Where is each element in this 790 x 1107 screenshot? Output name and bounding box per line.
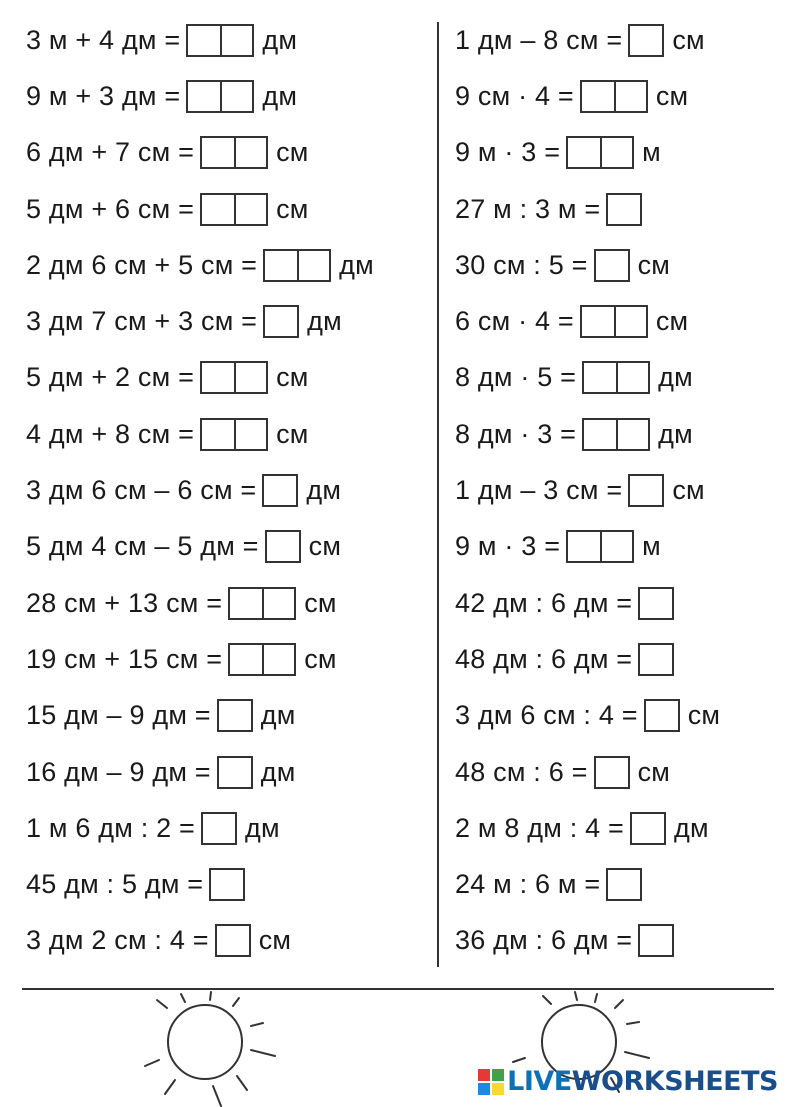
exercise-expression: 3 дм 6 см – 6 см = [26, 475, 257, 506]
exercise-row [455, 12, 785, 68]
answer-boxes [594, 756, 630, 789]
unit-label: дм [658, 418, 693, 449]
answer-box[interactable] [230, 589, 262, 618]
exercise-row [26, 462, 431, 518]
exercise-expression: 27 м : 3 м = [455, 193, 601, 224]
unit-label: см [637, 249, 671, 280]
exercise-row [455, 744, 785, 800]
answer-box[interactable] [219, 701, 251, 730]
answer-box[interactable] [630, 476, 662, 505]
exercise-expression: 9 м · 3 = [455, 137, 561, 168]
answer-boxes [201, 812, 237, 845]
answer-box[interactable] [220, 26, 252, 55]
answer-box[interactable] [262, 589, 294, 618]
answer-box[interactable] [614, 307, 646, 336]
exercise-row [455, 519, 785, 575]
answer-box[interactable] [640, 645, 672, 674]
exercise-row [26, 800, 431, 856]
exercise-expression: 6 дм + 7 см = [26, 137, 195, 168]
answer-box[interactable] [297, 251, 329, 280]
unit-label: дм [674, 812, 709, 843]
exercise-row [26, 744, 431, 800]
exercise-expression: 1 дм – 3 см = [455, 475, 623, 506]
answer-boxes [566, 530, 634, 563]
exercise-expression: 30 см : 5 = [455, 249, 588, 280]
column-divider [437, 22, 439, 967]
unit-label: см [304, 643, 337, 674]
unit-label: дм [306, 475, 342, 506]
exercise-row [455, 462, 785, 518]
exercise-row [26, 350, 431, 406]
answer-boxes [606, 193, 642, 226]
answer-box[interactable] [600, 138, 632, 167]
exercise-expression: 2 дм 6 см + 5 см = [26, 249, 258, 280]
answer-box[interactable] [202, 363, 234, 392]
answer-boxes [263, 249, 331, 282]
answer-box[interactable] [646, 701, 678, 730]
unit-label: дм [260, 700, 296, 731]
answer-box[interactable] [188, 82, 220, 111]
exercise-row [26, 913, 431, 969]
unit-label: см [672, 475, 705, 506]
answer-boxes [644, 699, 680, 732]
answer-box[interactable] [217, 926, 249, 955]
exercise-expression: 16 дм – 9 дм = [26, 756, 211, 787]
exercise-row [455, 631, 785, 687]
answer-boxes [594, 249, 630, 282]
unit-label: дм [339, 249, 374, 280]
answer-box[interactable] [584, 420, 616, 449]
unit-label: см [687, 700, 721, 731]
answer-box[interactable] [608, 195, 640, 224]
unit-label: м [642, 137, 661, 168]
answer-box[interactable] [230, 645, 262, 674]
exercise-expression: 42 дм : 6 дм = [455, 587, 633, 618]
exercise-row [455, 856, 785, 912]
answer-box[interactable] [267, 532, 299, 561]
answer-boxes [638, 587, 674, 620]
unit-label: дм [262, 80, 298, 111]
answer-boxes [186, 80, 254, 113]
answer-box[interactable] [234, 195, 266, 224]
exercise-row [26, 181, 431, 237]
answer-boxes [215, 924, 251, 957]
exercise-row [455, 125, 785, 181]
answer-boxes [580, 305, 648, 338]
exercise-row [26, 406, 431, 462]
exercise-expression: 24 м : 6 м = [455, 869, 601, 900]
unit-label: см [276, 137, 309, 168]
unit-label: см [672, 24, 705, 55]
answer-box[interactable] [234, 420, 266, 449]
exercise-row [26, 68, 431, 124]
answer-box[interactable] [203, 814, 235, 843]
unit-label: см [304, 587, 337, 618]
exercise-row [455, 181, 785, 237]
answer-box[interactable] [188, 26, 220, 55]
exercise-expression: 28 см + 13 см = [26, 587, 223, 618]
answer-box[interactable] [596, 758, 628, 787]
sun-icon [135, 990, 285, 1107]
exercise-row [26, 237, 431, 293]
answer-boxes [228, 587, 296, 620]
exercise-row [455, 800, 785, 856]
exercise-expression: 45 дм : 5 дм = [26, 869, 204, 900]
answer-box[interactable] [584, 363, 616, 392]
exercise-expression: 5 дм 4 см – 5 дм = [26, 531, 259, 562]
answer-boxes [628, 24, 664, 57]
answer-boxes [263, 305, 299, 338]
exercise-expression: 3 дм 6 см : 4 = [455, 700, 638, 731]
exercise-row [26, 575, 431, 631]
answer-box[interactable] [616, 420, 648, 449]
unit-label: дм [658, 362, 693, 393]
unit-label: см [655, 306, 689, 337]
answer-boxes [200, 361, 268, 394]
answer-boxes [217, 756, 253, 789]
exercise-row [26, 688, 431, 744]
exercise-row [455, 237, 785, 293]
left-column [26, 12, 431, 969]
exercise-row [26, 12, 431, 68]
exercise-expression: 36 дм : 6 дм = [455, 925, 633, 956]
answer-boxes [638, 643, 674, 676]
answer-box[interactable] [614, 82, 646, 111]
answer-box[interactable] [202, 138, 234, 167]
unit-label: см [276, 418, 309, 449]
exercise-expression: 1 м 6 дм : 2 = [26, 812, 196, 843]
answer-box[interactable] [616, 363, 648, 392]
exercise-expression: 48 см : 6 = [455, 756, 588, 787]
unit-label: дм [245, 812, 280, 843]
brand-logo[interactable] [478, 1066, 778, 1097]
unit-label: см [637, 756, 671, 787]
exercise-row [26, 856, 431, 912]
answer-box[interactable] [640, 589, 672, 618]
exercise-row [455, 293, 785, 349]
exercise-expression: 9 м + 3 дм = [26, 80, 181, 111]
unit-label: дм [307, 306, 342, 337]
answer-box[interactable] [600, 532, 632, 561]
answer-box[interactable] [568, 532, 600, 561]
exercise-row [455, 688, 785, 744]
answer-box[interactable] [262, 645, 294, 674]
exercise-expression: 4 дм + 8 см = [26, 418, 195, 449]
brand-rest-text: WORKSHEETS [571, 1066, 778, 1097]
exercise-expression: 2 м 8 дм : 4 = [455, 812, 625, 843]
answer-box[interactable] [202, 195, 234, 224]
answer-box[interactable] [202, 420, 234, 449]
answer-boxes [566, 136, 634, 169]
answer-box[interactable] [608, 870, 640, 899]
answer-boxes [628, 474, 664, 507]
answer-boxes [217, 699, 253, 732]
exercise-row [455, 913, 785, 969]
answer-box[interactable] [265, 307, 297, 336]
answer-boxes [630, 812, 666, 845]
answer-box[interactable] [211, 870, 243, 899]
answer-box[interactable] [265, 251, 297, 280]
answer-box[interactable] [234, 363, 266, 392]
exercise-expression: 8 дм · 5 = [455, 362, 577, 393]
unit-label: см [276, 362, 309, 393]
answer-boxes [186, 24, 254, 57]
brand-live-text: LIVE [507, 1066, 572, 1097]
unit-label: дм [262, 24, 298, 55]
answer-boxes [209, 868, 245, 901]
answer-box[interactable] [582, 307, 614, 336]
exercise-row [26, 125, 431, 181]
answer-boxes [265, 530, 301, 563]
answer-boxes [582, 361, 650, 394]
answer-boxes [262, 474, 298, 507]
exercise-expression: 6 см · 4 = [455, 306, 574, 337]
right-column [455, 12, 785, 969]
exercise-row [455, 68, 785, 124]
exercise-expression: 1 дм – 8 см = [455, 24, 623, 55]
answer-box[interactable] [219, 758, 251, 787]
answer-box[interactable] [582, 82, 614, 111]
unit-label: дм [260, 756, 296, 787]
answer-box[interactable] [640, 926, 672, 955]
answer-boxes [200, 193, 268, 226]
answer-boxes [580, 80, 648, 113]
answer-box[interactable] [630, 26, 662, 55]
unit-label: см [276, 193, 309, 224]
answer-box[interactable] [596, 251, 628, 280]
exercise-expression: 9 м · 3 = [455, 531, 561, 562]
answer-boxes [582, 418, 650, 451]
unit-label: см [308, 531, 342, 562]
exercise-row [455, 575, 785, 631]
exercise-expression: 5 дм + 2 см = [26, 362, 195, 393]
exercise-row [26, 631, 431, 687]
answer-boxes [200, 136, 268, 169]
exercise-expression: 9 см · 4 = [455, 80, 574, 111]
exercise-row [455, 350, 785, 406]
liveworksheets-logo-icon [478, 1069, 504, 1095]
exercise-expression: 3 дм 7 см + 3 см = [26, 306, 258, 337]
exercise-row [26, 293, 431, 349]
answer-box[interactable] [220, 82, 252, 111]
exercise-expression: 48 дм : 6 дм = [455, 643, 633, 674]
exercise-expression: 3 дм 2 см : 4 = [26, 925, 209, 956]
answer-box[interactable] [234, 138, 266, 167]
unit-label: см [655, 80, 689, 111]
answer-box[interactable] [568, 138, 600, 167]
answer-box[interactable] [264, 476, 296, 505]
answer-boxes [638, 924, 674, 957]
exercise-row [455, 406, 785, 462]
exercise-expression: 19 см + 15 см = [26, 643, 223, 674]
answer-boxes [606, 868, 642, 901]
exercise-expression: 15 дм – 9 дм = [26, 700, 211, 731]
exercise-expression: 3 м + 4 дм = [26, 24, 181, 55]
answer-box[interactable] [632, 814, 664, 843]
exercise-expression: 8 дм · 3 = [455, 418, 577, 449]
answer-boxes [228, 643, 296, 676]
exercise-expression: 5 дм + 6 см = [26, 193, 195, 224]
unit-label: см [258, 925, 292, 956]
unit-label: м [642, 531, 661, 562]
answer-boxes [200, 418, 268, 451]
exercise-row [26, 519, 431, 575]
